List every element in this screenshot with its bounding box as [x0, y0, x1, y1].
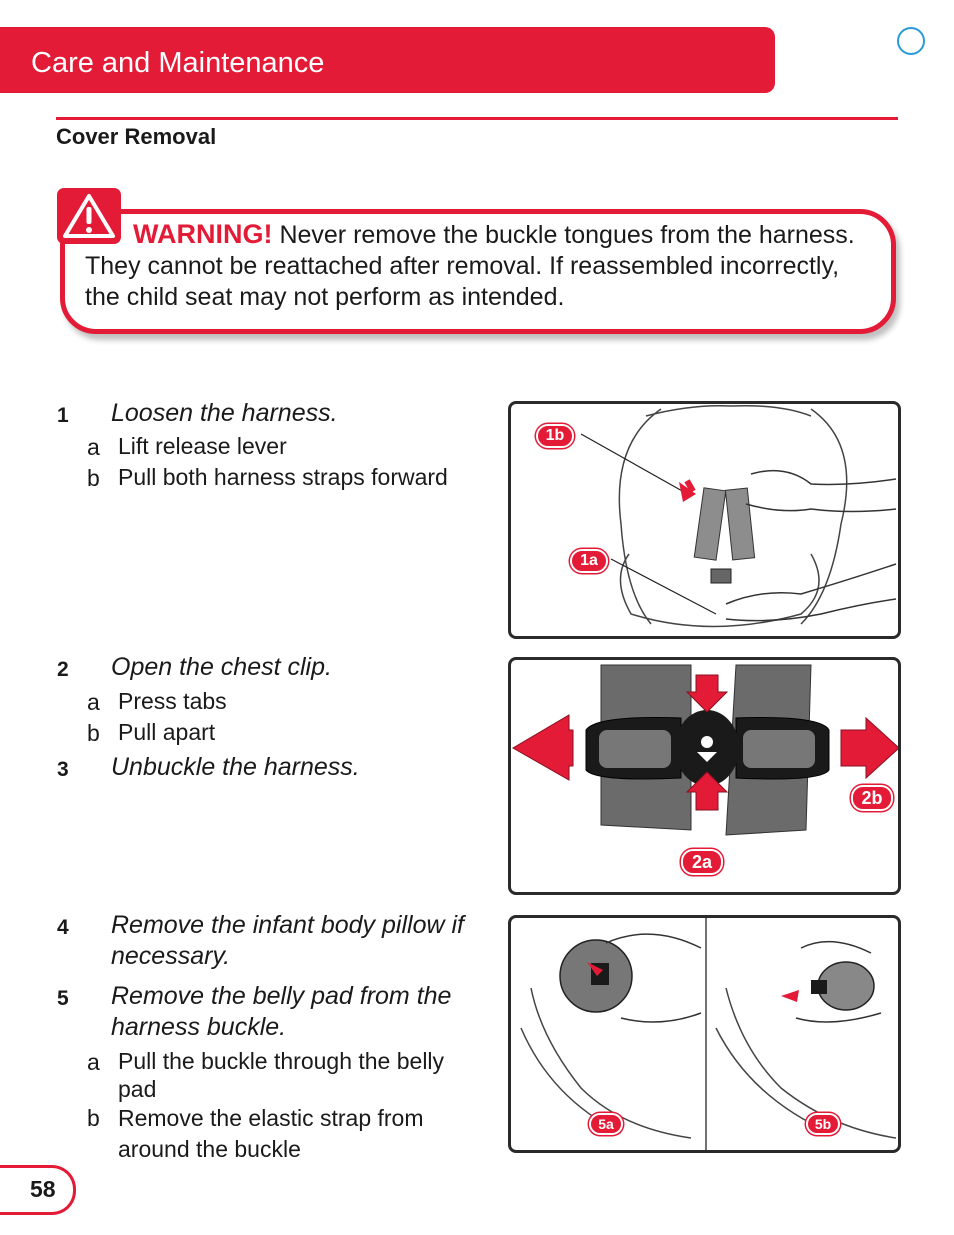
section-title: Cover Removal	[56, 124, 217, 149]
step-2-title: Open the chest clip.	[111, 653, 332, 681]
warning-text-block	[85, 219, 875, 313]
badge-2a: 2a	[681, 849, 723, 875]
corner-circle-icon	[897, 27, 925, 55]
step-2-number: 2	[57, 658, 69, 681]
step-2b-text: Pull apart	[118, 719, 216, 745]
warning-label: WARNING!	[133, 219, 273, 249]
step-2b-letter: b	[87, 720, 100, 746]
badge-5a: 5a	[589, 1113, 623, 1135]
header-title: Care and Maintenance	[31, 47, 325, 79]
step-3-title: Unbuckle the harness.	[111, 753, 360, 781]
step-4-title: Remove the infant body pillow if necessary.	[111, 911, 464, 970]
step-5a-text: Pull the buckle through the belly pad	[118, 1048, 445, 1102]
step-1b-text: Pull both harness straps forward	[118, 464, 448, 490]
step-5-number: 5	[57, 987, 69, 1010]
figure-loosen-harness	[508, 401, 901, 639]
step-1a-text: Lift release lever	[118, 433, 287, 459]
badge-2b: 2b	[851, 785, 893, 811]
step-3-number: 3	[57, 758, 69, 781]
step-5b-text: Remove the elastic strap from around the buckle	[118, 1105, 424, 1162]
figure-belly-pad	[508, 915, 901, 1153]
badge-1a: 1a	[570, 549, 608, 573]
badge-1b: 1b	[536, 424, 574, 448]
step-5-title: Remove the belly pad from the harness buckle.	[111, 982, 452, 1041]
page-number: 58	[30, 1176, 56, 1202]
warning-body: Never remove the buckle tongues from the harness. They cannot be reattached after removal. If reassembled incorrectly, the child seat may not perform as intended.	[85, 221, 855, 311]
step-1-title: Loosen the harness.	[111, 399, 338, 427]
step-1b-letter: b	[87, 465, 100, 491]
step-4-number: 4	[57, 916, 69, 939]
step-5a-letter: a	[87, 1049, 100, 1075]
section-rule	[56, 117, 898, 120]
figure-chest-clip	[508, 657, 901, 895]
step-1a-letter: a	[87, 434, 100, 460]
step-2a-letter: a	[87, 689, 100, 715]
belly-pad-illustration	[511, 918, 898, 1150]
step-2a-text: Press tabs	[118, 688, 227, 714]
badge-5b: 5b	[806, 1113, 840, 1135]
step-5b-letter: b	[87, 1105, 100, 1131]
step-1-number: 1	[57, 404, 69, 427]
